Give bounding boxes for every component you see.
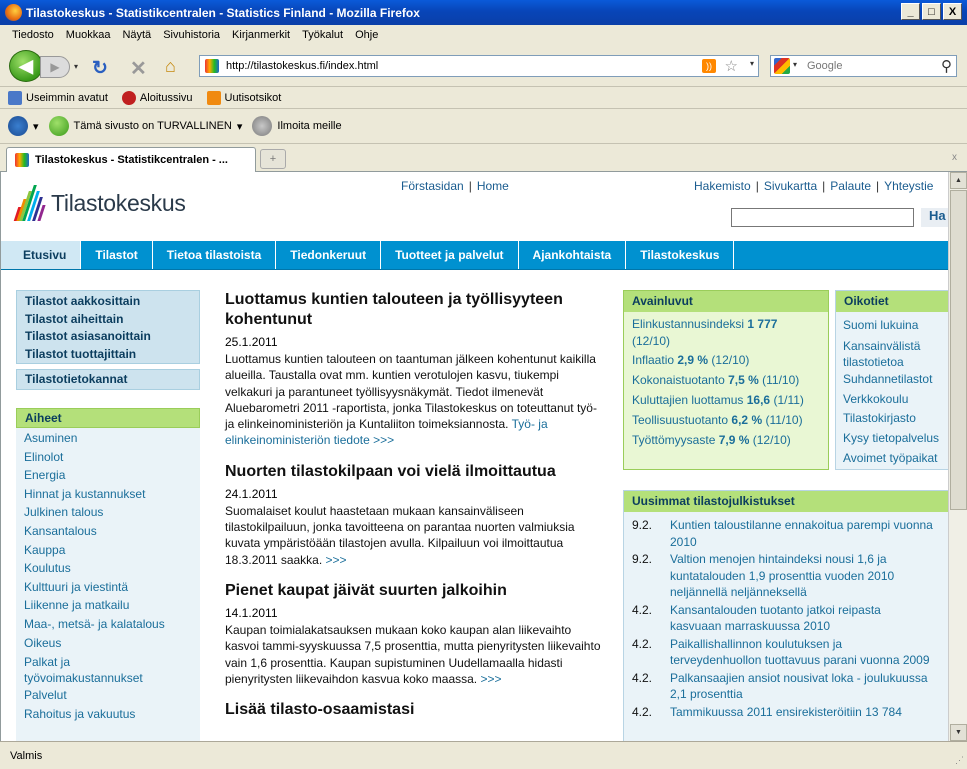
scroll-down-button[interactable]: ▼ (950, 724, 967, 741)
history-dropdown-icon[interactable]: ▾ (74, 62, 79, 71)
news-date: 25.1.2011 (225, 335, 278, 349)
shortcut-link[interactable]: tilastotietoa (843, 354, 904, 369)
topic-item[interactable]: Kulttuuri ja viestintä (24, 579, 129, 594)
news-column (225, 290, 605, 720)
news-date: 24.1.2011 (225, 486, 278, 501)
safety-text: Tämä sivusto on TURVALLINEN (73, 120, 232, 132)
key-figure[interactable] (632, 410, 820, 430)
most-visited-icon (8, 91, 22, 105)
release-date: 9.2. (632, 518, 653, 532)
link-asiasanoittain[interactable]: Tilastot asiasanoittain (25, 329, 151, 343)
menu-file[interactable]: Tiedosto (12, 29, 54, 41)
shortcut-link[interactable]: Tilastokirjasto (843, 411, 916, 426)
vertical-scrollbar[interactable] (948, 172, 967, 741)
key-figures-box (623, 290, 829, 470)
release-item[interactable] (632, 670, 944, 703)
site-safety-status[interactable] (49, 116, 243, 136)
shortcuts-box (835, 290, 948, 470)
shortcuts-list (836, 312, 948, 473)
menu-view[interactable]: Näytä (122, 29, 152, 41)
release-title[interactable] (670, 670, 928, 703)
release-title[interactable] (670, 551, 944, 601)
topic-item[interactable]: Hinnat ja kustannukset (24, 486, 146, 501)
key-figure[interactable] (632, 316, 820, 350)
news-more-link[interactable]: Työ- ja elinkeinoministeriön tiedote >>> (225, 417, 548, 448)
nav-ajankohtaista[interactable]: Ajankohtaista (519, 241, 627, 269)
url-bar[interactable] (199, 55, 759, 77)
release-title[interactable] (670, 704, 902, 721)
url-text[interactable]: http://tilastokeskus.fi/index.html (226, 60, 379, 72)
utility-links: Hakemisto | Sivukartta | Palaute | Yhteystie (694, 179, 934, 193)
key-figure-period: (12/10) (711, 353, 750, 367)
maximize-button[interactable]: □ (922, 3, 941, 20)
shortcut-link[interactable]: Kysy tietopalvelus (843, 431, 940, 446)
news-title[interactable]: Nuorten tilastokilpaan voi vielä ilmoittautua (225, 462, 556, 480)
key-figure[interactable] (632, 390, 820, 410)
forward-button[interactable]: ▶ (40, 56, 70, 78)
topic-item[interactable]: Elinolot (24, 449, 64, 464)
key-figure-label: Elinkustannusindeksi (632, 317, 745, 331)
news-item (225, 462, 605, 568)
release-line: terveydenhuollon tuottavuus parani vuonna 2009 (670, 653, 930, 667)
menu-history[interactable]: Sivuhistoria (163, 29, 221, 41)
window-controls (901, 3, 962, 20)
shortcut-link[interactable]: Kansainvälistä (843, 338, 921, 353)
release-title[interactable] (670, 602, 881, 635)
key-figure-value: 7,9 % (718, 433, 750, 447)
key-figure-value: 7,5 % (728, 373, 759, 387)
rss-feed-icon[interactable]: )) (702, 59, 716, 73)
key-figure-period: (1/11) (773, 393, 804, 407)
google-engine-icon[interactable] (774, 58, 790, 74)
key-figure-label: Inflaatio (632, 353, 675, 367)
latest-releases-heading: Uusimmat tilastojulkistukset (624, 491, 948, 512)
window-title: Tilastokeskus - Statistikcentralen - Statistics Finland - Mozilla Firefox (26, 5, 420, 20)
site-search-button[interactable]: Ha (921, 208, 948, 227)
link-tuottajittain[interactable]: Tilastot tuottajittain (25, 346, 137, 361)
statistics-links-box (16, 290, 200, 364)
releases-list (624, 512, 948, 726)
search-icon[interactable]: ⚲ (941, 58, 952, 75)
bookmark-label: Uutisotsikot (224, 91, 282, 104)
topic-item[interactable]: Julkinen talous (24, 505, 104, 520)
bookmark-star-icon[interactable]: ☆ (724, 58, 738, 75)
news-body (225, 503, 605, 568)
nav-tilastokeskus[interactable]: Tilastokeskus (626, 241, 734, 269)
topics-list (16, 428, 200, 741)
logo-text: Tilastokeskus (51, 189, 186, 216)
key-figure-value: 1 777 (747, 317, 778, 331)
site-search-input[interactable] (731, 208, 914, 227)
link-hakemisto[interactable]: Hakemisto (694, 179, 751, 193)
key-figure-value: 6,2 % (731, 413, 763, 427)
search-placeholder: Google (807, 60, 843, 72)
reload-button[interactable]: ↻ (92, 58, 108, 79)
release-line: 2,1 prosenttia (670, 687, 743, 701)
news-item (225, 700, 605, 720)
menu-bar (0, 25, 967, 45)
news-more-link[interactable]: >>> (480, 671, 502, 686)
scroll-up-button[interactable]: ▲ (950, 172, 967, 189)
topic-item[interactable]: Palvelut (24, 688, 67, 703)
main-navigation (1, 241, 948, 270)
topic-item[interactable]: Koulutus (24, 561, 71, 576)
stop-button[interactable]: ✕ (130, 58, 147, 80)
dropdown-icon: ▾ (236, 120, 243, 133)
key-figure-period: (11/10) (765, 413, 803, 427)
topic-item[interactable]: Oikeus (24, 635, 62, 650)
key-figure[interactable] (632, 370, 820, 390)
home-button[interactable]: ⌂ (165, 56, 176, 76)
release-line: 2010 (670, 534, 697, 549)
release-item[interactable] (632, 636, 944, 669)
link-palaute[interactable]: Palaute (830, 179, 871, 193)
news-title[interactable]: Luottamus kuntien talouteen ja työllisyyteen kohentunut (225, 291, 563, 328)
news-title[interactable]: Lisää tilasto-osaamistasi (225, 701, 415, 719)
url-dropdown-icon[interactable]: ▾ (749, 59, 754, 68)
news-more-link[interactable]: >>> (325, 552, 347, 567)
link-sivukartta[interactable]: Sivukartta (763, 179, 818, 193)
shortcut-link[interactable]: Suomi lukuina (843, 318, 919, 332)
menu-edit[interactable]: Muokkaa (65, 29, 111, 41)
link-tilastotietokannat[interactable]: Tilastotietokannat (25, 372, 128, 386)
tab-tilastokeskus[interactable] (6, 147, 256, 172)
wifi-menu[interactable] (8, 116, 39, 136)
release-line: Tammikuussa 2011 ensirekisteröitiin 13 784 (670, 704, 902, 719)
key-figures-heading: Avainluvut (624, 291, 828, 312)
release-date: 4.2. (632, 670, 653, 685)
status-bar (0, 741, 967, 769)
news-text: Suomalaiset koulut haastetaan mukaan kansainväliseen tilastokilpailuun, jonka tavoitteena on parantaa nuorten valmiuksia kuvata ympäristöään tilastojen avulla. Kilpailuun voi ilmoittautua 18.3.2011 saakka. (225, 503, 575, 567)
key-figure-label: Työttömyysaste (632, 433, 716, 447)
release-date: 4.2. (632, 602, 653, 617)
minimize-button[interactable]: _ (901, 3, 920, 20)
link-yhteystiedot[interactable]: Yhteystie (884, 179, 934, 193)
topic-item[interactable]: Energia (24, 468, 66, 483)
status-text: Valmis (10, 749, 43, 762)
rss-icon (207, 91, 221, 105)
release-line: kuntatalouden 1,9 prosenttia vuoden 2010 neljännellä neljänneksellä (670, 568, 895, 599)
key-figure-period: (12/10) (632, 334, 671, 348)
tab-favicon-icon (15, 153, 29, 167)
nav-tiedonkeruut[interactable]: Tiedonkeruut (276, 241, 381, 269)
release-date: 9.2. (632, 552, 653, 566)
close-tab-icon[interactable]: x (952, 152, 957, 163)
security-toolbar (0, 109, 967, 144)
key-figure-label: Kokonaistuotanto (632, 373, 725, 387)
news-body (225, 622, 605, 687)
bookmark-label: Aloitussivu (139, 91, 193, 104)
firefox-start-icon (122, 91, 136, 105)
topic-item[interactable]: Rahoitus ja vakuutus (24, 706, 136, 721)
menu-bookmarks[interactable]: Kirjanmerkit (232, 29, 291, 41)
release-line: Paikallishallinnon koulutuksen ja (670, 636, 843, 651)
release-line: Valtion menojen hintaindeksi nousi 1,6 ja (670, 552, 887, 566)
release-item[interactable] (632, 704, 944, 721)
topic-item[interactable]: työvoimakustannukset (24, 671, 143, 686)
key-figure-value: 2,9 % (677, 353, 709, 367)
key-figure[interactable] (632, 430, 820, 450)
resize-grip-icon[interactable]: ⋰ (955, 755, 964, 765)
topic-item[interactable]: Palkat ja (24, 655, 71, 670)
window-titlebar (0, 0, 967, 25)
link-aakkosittain[interactable]: Tilastot aakkosittain (25, 294, 141, 308)
site-logo[interactable] (15, 185, 186, 221)
topic-item[interactable]: Kansantalous (24, 523, 97, 538)
shortcuts-heading: Oikotiet (836, 291, 948, 312)
check-shield-icon (49, 116, 69, 136)
release-title[interactable] (670, 517, 933, 550)
release-date: 4.2. (632, 636, 653, 651)
key-figure-period: (12/10) (752, 433, 791, 447)
release-item[interactable] (632, 602, 944, 635)
news-date: 14.1.2011 (225, 605, 278, 620)
tab-bar (0, 144, 967, 172)
shortcut-link[interactable]: Avoimet työpaikat (843, 450, 938, 465)
nav-tuotteet-ja-palvelut[interactable]: Tuotteet ja palvelut (381, 241, 518, 269)
tab-label: Tilastokeskus - Statistikcentralen - ... (35, 154, 228, 166)
topics-heading: Aiheet (16, 408, 200, 428)
latest-releases-box (623, 490, 948, 741)
nav-tietoa-tilastoista[interactable]: Tietoa tilastoista (153, 241, 276, 269)
wifi-icon (8, 116, 28, 136)
bookmarks-toolbar (0, 87, 967, 109)
topic-item[interactable]: Kauppa (24, 542, 66, 557)
nav-tilastot[interactable]: Tilastot (81, 241, 152, 269)
link-aiheittain[interactable]: Tilastot aiheittain (25, 311, 124, 326)
link-home[interactable]: Home (476, 179, 509, 193)
menu-help[interactable]: Ohje (355, 29, 379, 41)
news-body (225, 351, 605, 449)
link-forstasidan[interactable]: Förstasidan (401, 179, 464, 193)
logo-bars-icon (15, 185, 45, 221)
new-tab-button[interactable]: + (260, 149, 286, 169)
news-title[interactable]: Pienet kaupat jäivät suurten jalkoihin (225, 581, 507, 599)
news-text: Kaupan toimialakatsauksen mukaan koko kaupan alan liikevaihto kasvoi tammi-syyskuussa 7,5 prosenttia, mutta pienyritysten liikevaihto vain 1,6 prosenttia. Kaupan supistuminen Uudellamaalla hidasti pienyritysten liikevaihdon kasvua koko maassa. (225, 622, 601, 686)
key-figure[interactable] (632, 350, 820, 370)
language-links: Förstasidan | Home (401, 179, 509, 193)
news-item (225, 290, 605, 449)
bookmark-start-page[interactable] (122, 91, 193, 105)
report-text: Ilmoita meille (277, 120, 342, 132)
scroll-thumb[interactable] (950, 190, 967, 510)
release-item[interactable] (632, 517, 944, 550)
topic-item[interactable]: Asuminen (24, 431, 78, 445)
key-figure-period: (11/10) (762, 373, 800, 387)
page-viewport (0, 172, 948, 741)
key-figures-list (624, 312, 828, 454)
firefox-icon (5, 4, 22, 21)
release-line: Kuntien taloustilanne ennakoitua parempi vuonna (670, 518, 933, 532)
close-button[interactable]: X (943, 3, 962, 20)
release-item[interactable] (632, 551, 944, 601)
release-title[interactable] (670, 636, 930, 669)
key-figure-label: Teollisuustuotanto (632, 413, 729, 427)
search-input[interactable] (770, 55, 957, 77)
release-line: Kansantalouden tuotanto jatkoi reipasta (670, 602, 881, 617)
release-line: Palkansaajien ansiot nousivat loka - joulukuussa (670, 670, 928, 685)
bookmark-headlines[interactable] (207, 91, 282, 105)
report-button[interactable] (252, 116, 341, 136)
shortcut-link[interactable]: Suhdannetilastot (843, 371, 933, 386)
bookmark-label: Useimmin avatut (26, 91, 108, 104)
databases-box (16, 369, 200, 390)
news-text: Luottamus kuntien talouteen on taantuman jälkeen kohentunut kaikilla alueilla. Taustalla ovat mm. kuntien verotulojen kasvu, tiukempi velkakuri ja parantuneet työllisyysnäkymät. Tiedot ilmenevät Aluebarometri 2011 -raportista, jonka Tilastokeskus on toteuttanut työ- ja elinkeinoministeriön ja Kuntaliiton toimeksiannosta. (225, 352, 597, 432)
release-date: 4.2. (632, 704, 653, 719)
dropdown-icon: ▾ (33, 120, 39, 133)
back-button[interactable]: ◀ (9, 50, 43, 82)
bookmark-most-visited[interactable] (8, 91, 108, 105)
topic-item[interactable]: Maa-, metsä- ja kalatalous (24, 616, 165, 631)
news-item (225, 581, 605, 687)
nav-etusivu[interactable]: Etusivu (1, 241, 81, 269)
shortcut-link[interactable]: Verkkokoulu (843, 391, 909, 406)
release-line: kasvuaan marraskuussa 2010 (670, 619, 831, 633)
engine-dropdown-icon[interactable]: ▾ (793, 60, 798, 69)
menu-tools[interactable]: Työkalut (302, 29, 344, 41)
people-icon (252, 116, 272, 136)
key-figure-value: 16,6 (746, 393, 771, 407)
key-figure-label: Kuluttajien luottamus (632, 393, 744, 407)
topic-item[interactable]: Liikenne ja matkailu (24, 598, 130, 613)
site-favicon-icon (205, 59, 219, 73)
